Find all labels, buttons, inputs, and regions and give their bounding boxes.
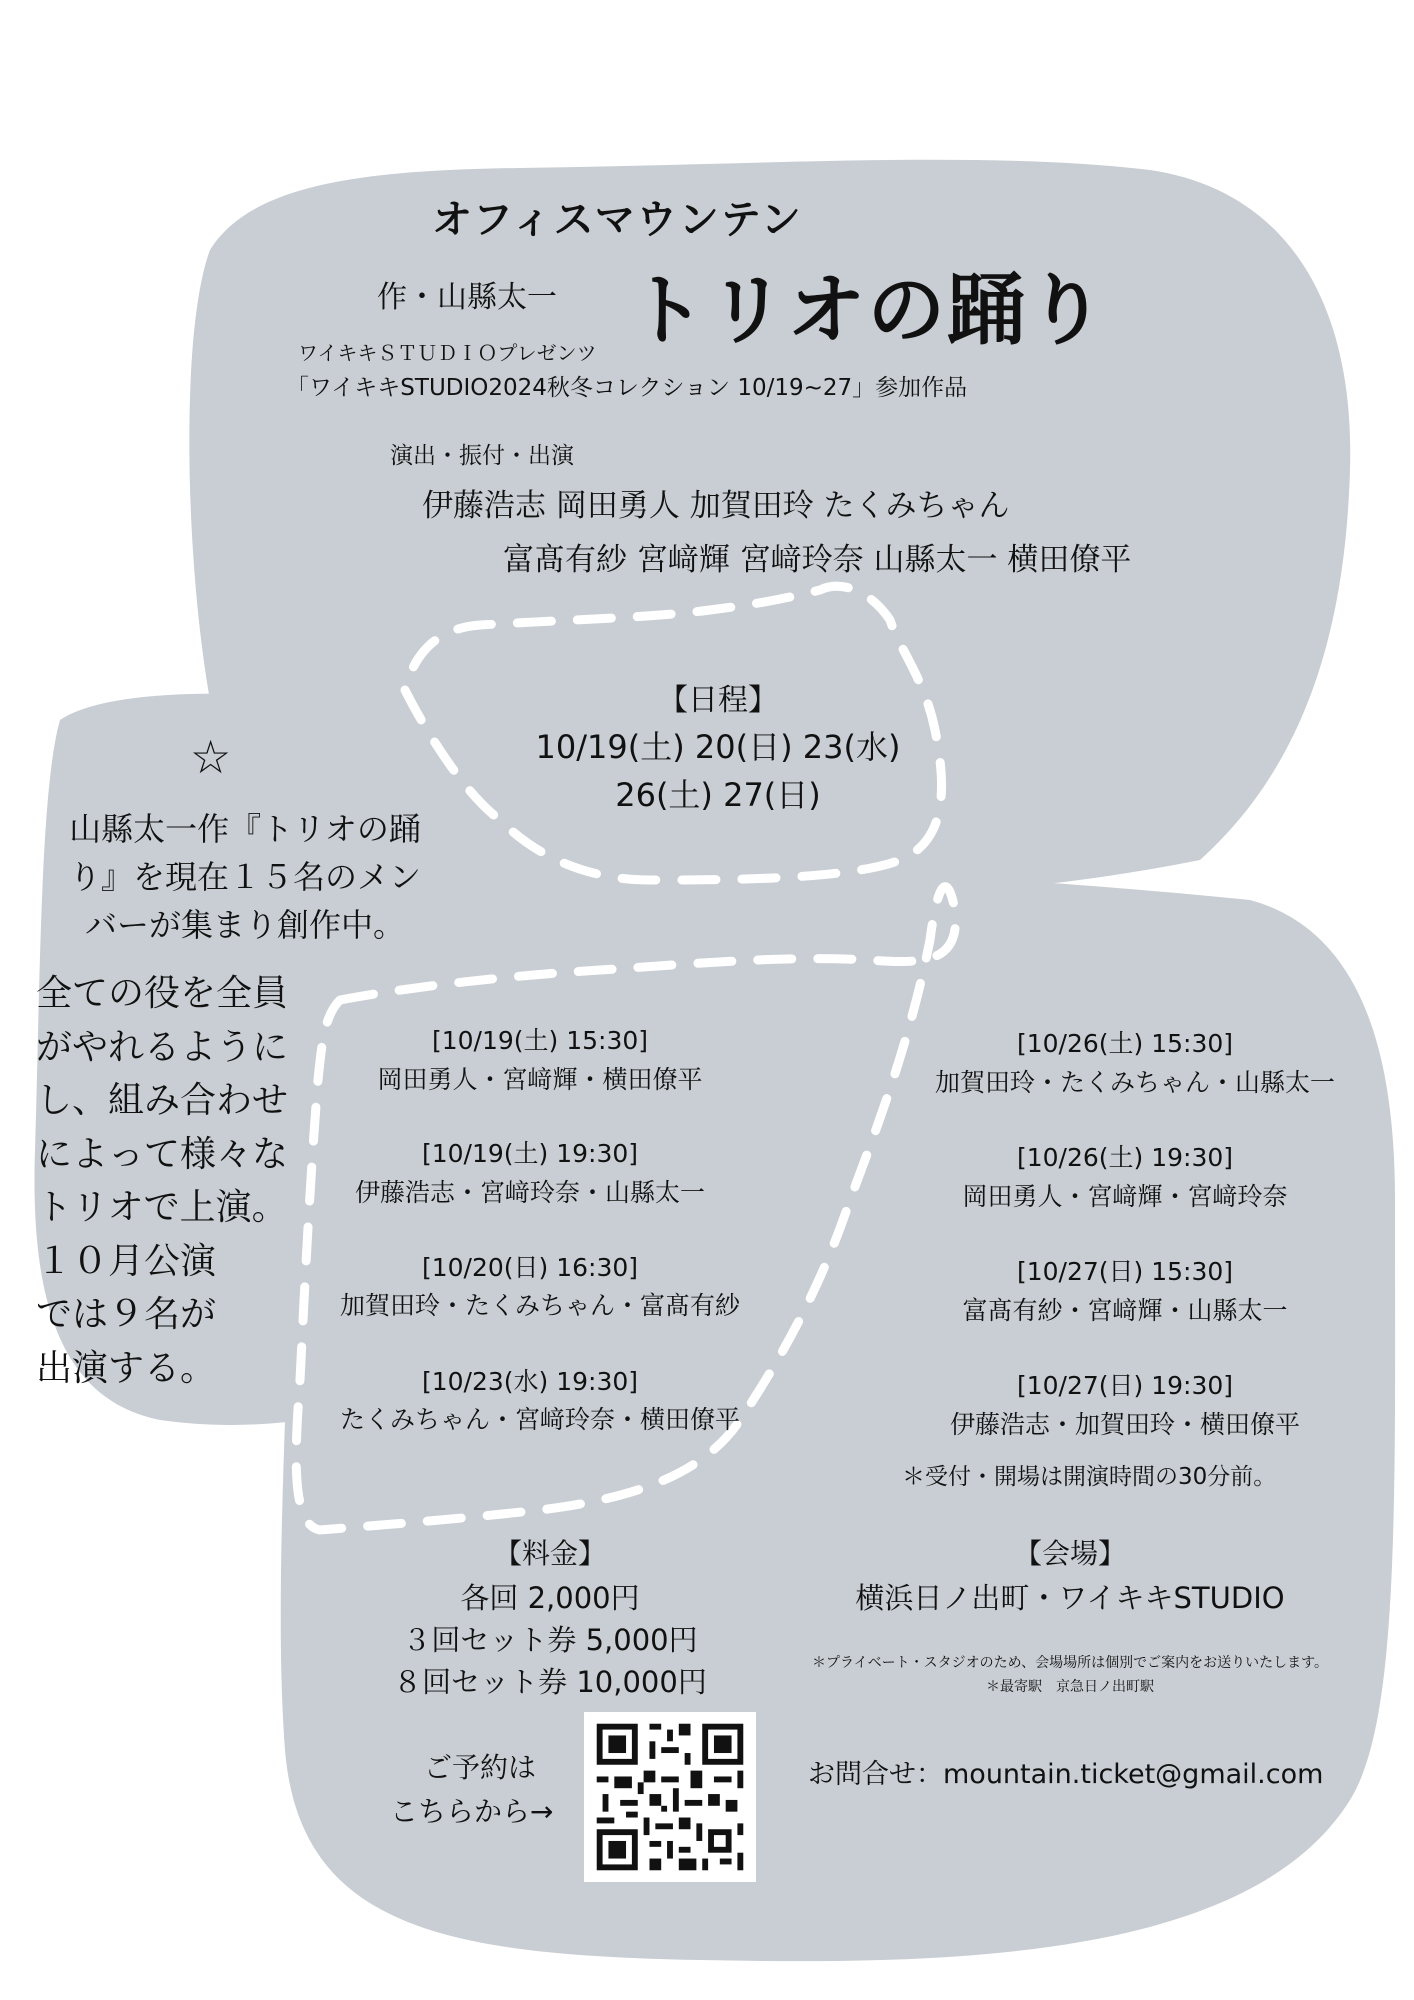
fee-line-3: ８回セット券 10,000円: [393, 1665, 707, 1699]
performance-cast: 伊藤浩志・加賀田玲・横田僚平: [949, 1410, 1300, 1439]
note-body-line: 全ての役を全員: [36, 973, 289, 1014]
cast-line-2: 富髙有紗 宮﨑輝 宮﨑玲奈 山縣太一 横田僚平: [503, 542, 1132, 578]
reservation-line-1: ご予約は: [423, 1751, 536, 1784]
performance-date: [10/20(日) 16:30]: [421, 1253, 639, 1282]
note-intro-line: 山縣太一作『トリオの踊: [69, 810, 421, 848]
performance-date: [10/19(土) 19:30]: [421, 1139, 639, 1168]
fee-line-1: 各回 2,000円: [460, 1581, 640, 1615]
note-intro: [45, 805, 445, 949]
roles-label: 演出・振付・出演: [390, 443, 574, 469]
performance-cast: 岡田勇人・宮﨑輝・横田僚平: [377, 1065, 703, 1094]
schedule-line-2: 26(土) 27(日): [615, 776, 821, 814]
schedule-heading: 【日程】: [658, 683, 778, 718]
note-body-line: では９名が: [36, 1294, 217, 1335]
note-body-line: し、組み合わせ: [36, 1080, 289, 1121]
qr-code-image: [584, 1712, 756, 1882]
cast-line-1: 伊藤浩志 岡田勇人 加賀田玲 たくみちゃん: [422, 488, 1010, 524]
performance-cast: 伊藤浩志・宮﨑玲奈・山縣太一: [354, 1178, 705, 1207]
reservation-line-2: こちらから→: [390, 1795, 554, 1828]
performance-date: [10/27(日) 15:30]: [1016, 1257, 1234, 1286]
author-credit: 作・山縣太一: [377, 280, 557, 315]
note-body-line: 出演する。: [36, 1347, 217, 1389]
performance-cast: 岡田勇人・宮﨑輝・宮﨑玲奈: [962, 1182, 1288, 1211]
venue-note-1: ＊プライベート・スタジオのため、会場場所は個別でご案内をお送りいたします。: [812, 1655, 1328, 1671]
reception-note: ＊受付・開場は開演時間の30分前。: [902, 1464, 1277, 1490]
qr-code[interactable]: [584, 1712, 756, 1882]
performance-date: [10/26(土) 19:30]: [1016, 1143, 1234, 1172]
performance-cast: 加賀田玲・たくみちゃん・山縣太一: [934, 1068, 1335, 1097]
collection-line: 「ワイキキSTUDIO2024秋冬コレクション 10/19~27」参加作品: [286, 375, 968, 401]
note-body-line: トリオで上演。: [36, 1187, 288, 1228]
performance-cast: 加賀田玲・たくみちゃん・富髙有紗: [339, 1291, 740, 1320]
note-intro-line: バーが集まり創作中。: [84, 906, 405, 944]
page-title: トリオの踊り: [628, 266, 1108, 356]
venue-heading: 【会場】: [1013, 1537, 1126, 1570]
presents-line: ワイキキＳＴＵＤＩＯプレゼンツ: [298, 341, 597, 365]
company-name: オフィスマウンテン: [432, 197, 803, 243]
performance-date: [10/23(水) 19:30]: [421, 1367, 639, 1396]
note-body-line: がやれるように: [36, 1026, 289, 1068]
performance-date: [10/26(土) 15:30]: [1016, 1029, 1234, 1058]
note-body-line: によって様々な: [36, 1133, 289, 1175]
schedule-line-1: 10/19(土) 20(日) 23(水): [535, 728, 901, 766]
performance-cast: たくみちゃん・宮﨑玲奈・横田僚平: [339, 1405, 740, 1434]
contact-email[interactable]: お問合せ：mountain.ticket@gmail.com: [808, 1759, 1324, 1790]
star-icon: ☆: [190, 730, 232, 784]
performance-date: [10/27(日) 19:30]: [1016, 1371, 1234, 1400]
fee-line-2: ３回セット券 5,000円: [402, 1623, 698, 1657]
note-body: [36, 967, 306, 1395]
note-body-line: １０月公演: [36, 1240, 217, 1282]
performance-date: [10/19(土) 15:30]: [431, 1026, 649, 1055]
fee-heading: 【料金】: [493, 1537, 606, 1570]
venue-note-2: ＊最寄駅 京急日ノ出町駅: [986, 1679, 1154, 1695]
performance-cast: 富髙有紗・宮﨑輝・山縣太一: [962, 1296, 1288, 1325]
note-intro-line: り』を現在１５名のメン: [68, 858, 421, 896]
venue-name: 横浜日ノ出町・ワイキキSTUDIO: [855, 1581, 1285, 1615]
